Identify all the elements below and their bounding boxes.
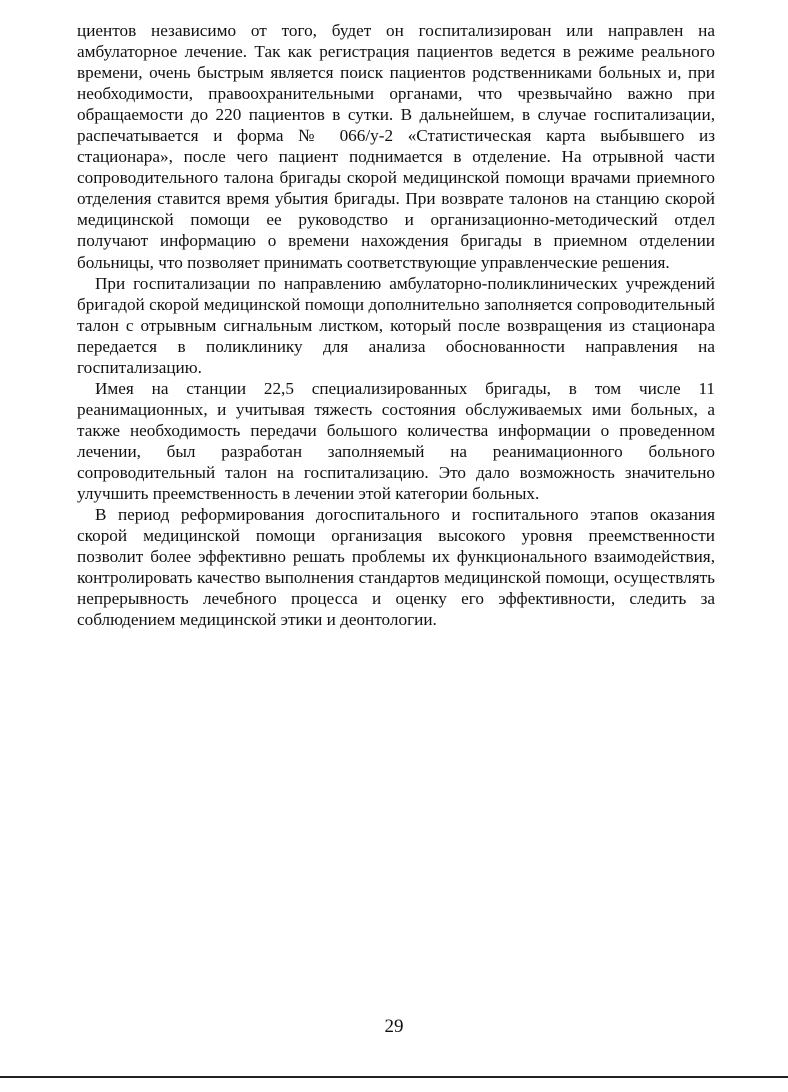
paragraph-specialized-brigades: Имея на станции 22,5 специализированных бригады, в том числе 11 реанимационных, и учитывая тяжесть состояния обслуживаемых ими больных, а также необходимость передачи большого количества информации о проведенном лечении, был разработан заполняемый на реанимационного больного сопроводительный талон на госпитализацию. Это дало возможность значительно улучшить преемственность в лечении этой категории больных. (77, 378, 715, 504)
paragraph-reform-period: В период реформирования догоспитального и госпитального этапов оказания скорой медицинской помощи организация высокого уровня преемственности позволит более эффективно решать проблемы их функционального взаимодействия, контролировать качество выполнения стандартов медицинской помощи, осуществлять непрерывность лечебного процесса и оценку его эффективности, следить за соблюдением медицинской этики и деонтологии. (77, 505, 715, 630)
paragraph-continuation: циентов независимо от того, будет он госпитализирован или направлен на амбулаторное лечение. Так как регистрация пациентов ведется в режиме реального времени, очень быстрым является поиск пациентов родственниками больных и, при необходимости, правоохранительными органами, что чрезвычайно важно при обращаемости до 220 пациентов в сутки. В дальнейшем, в случае госпитализации, распечатывается и форма № 066/у-2 «Статистическая карта выбывшего из стационара», после чего пациент поднимается в отделение. На отрывной части сопроводительного талона бригады скорой медицинской помощи врачами приемного отделения ставится время убытия бригады. При возврате талонов на станцию скорой медицинской помощи ее руководство и организационно-методический отдел получают информацию о времени нахождения бригады в приемном отделении больницы, что позволяет принимать соответствующие управленческие решения. (77, 21, 715, 272)
page-number: 29 (384, 1016, 404, 1037)
bottom-edge-line (0, 1076, 788, 1078)
body-text (77, 20, 715, 630)
paragraph-hospitalization-referral: При госпитализации по направлению амбулаторно-поликлинических учреждений бригадой скорой медицинской помощи дополнительно заполняется сопроводительный талон с отрывным сигнальным листком, который после возвращения из стационара передается в поликлинику для анализа обоснованности направления на госпитализацию. (77, 273, 715, 377)
